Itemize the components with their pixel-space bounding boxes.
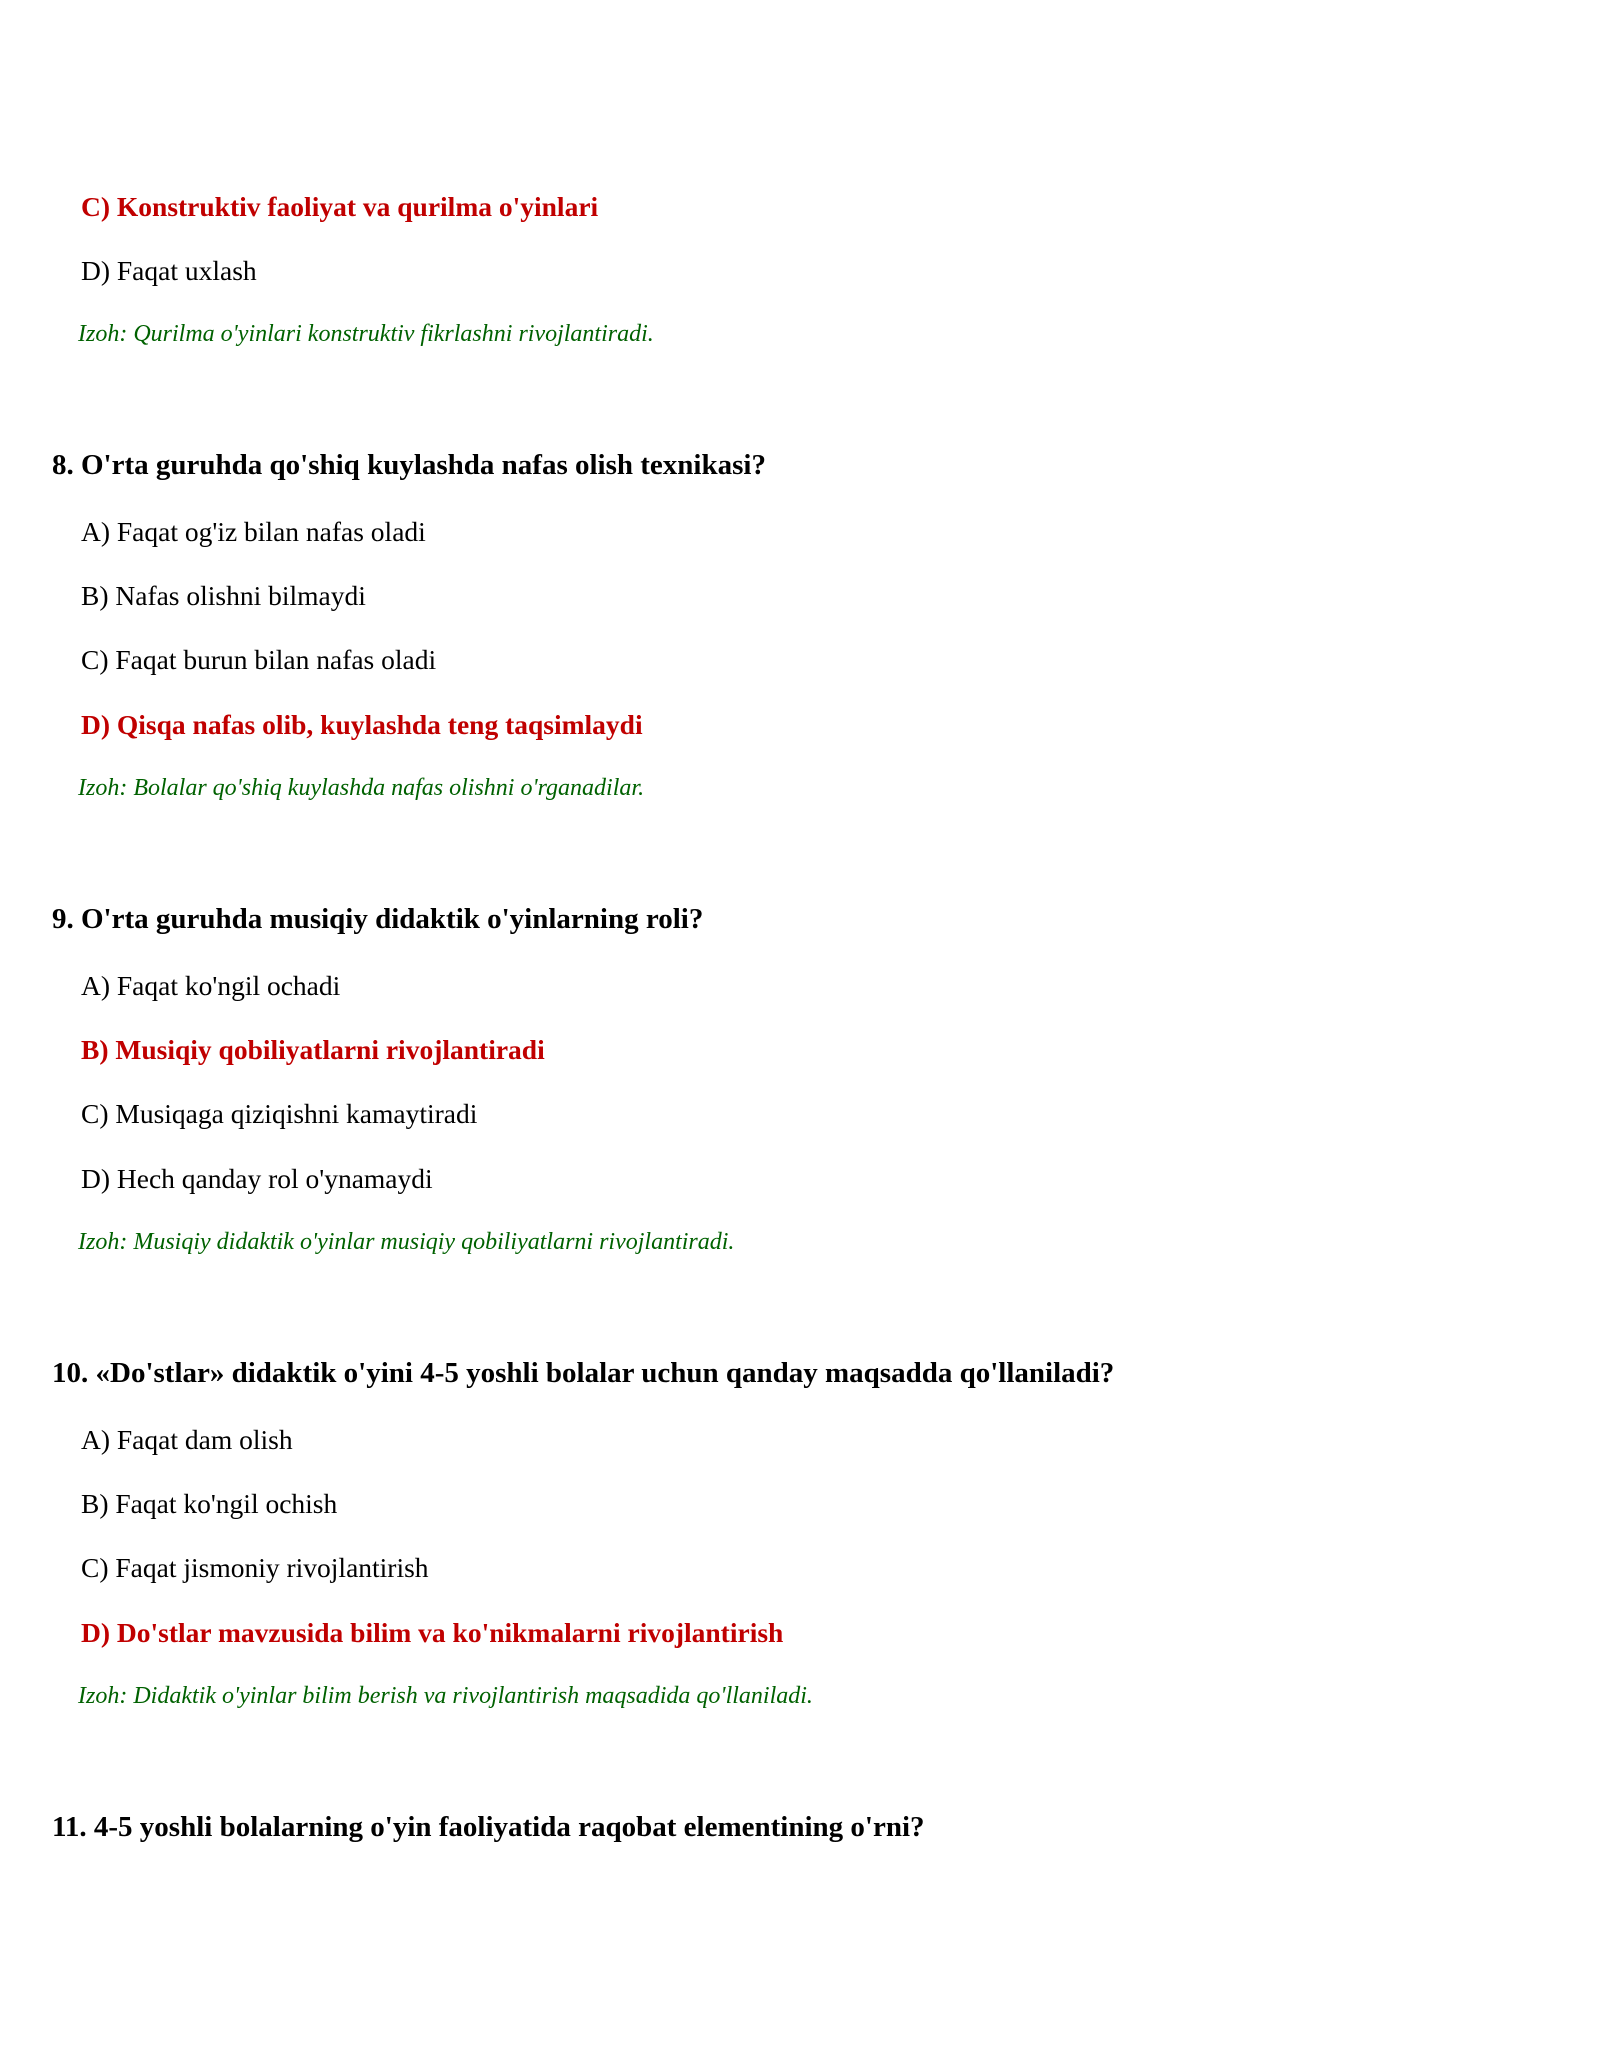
answer-option-correct: B) Musiqiy qobiliyatlarni rivojlantiradi [81, 1034, 545, 1065]
explanation-note: Izoh: Didaktik o'yinlar bilim berish va rivojlantirish maqsadida qo'llaniladi. [78, 1683, 813, 1709]
answer-option: D) Hech qanday rol o'ynamaydi [81, 1163, 433, 1194]
answer-option: A) Faqat og'iz bilan nafas oladi [81, 516, 426, 547]
answer-option: B) Faqat ko'ngil ochish [81, 1488, 338, 1519]
explanation-note: Izoh: Qurilma o'yinlari konstruktiv fikrlashni rivojlantiradi. [78, 321, 654, 347]
answer-option: B) Nafas olishni bilmaydi [81, 580, 366, 611]
question-title: 10. «Do'stlar» didaktik o'yini 4-5 yoshli bolalar uchun qanday maqsadda qo'llaniladi? [52, 1357, 1115, 1389]
answer-option: A) Faqat ko'ngil ochadi [81, 970, 341, 1001]
answer-option: D) Faqat uxlash [81, 255, 257, 286]
question-title: 8. O'rta guruhda qo'shiq kuylashda nafas olish texnikasi? [52, 449, 766, 481]
answer-option: C) Musiqaga qiziqishni kamaytiradi [81, 1098, 478, 1129]
question-title: 11. 4-5 yoshli bolalarning o'yin faoliyatida raqobat elementining o'rni? [52, 1811, 925, 1843]
answer-option: C) Faqat burun bilan nafas oladi [81, 644, 437, 675]
answer-option-correct: D) Do'stlar mavzusida bilim va ko'nikmalarni rivojlantirish [81, 1617, 784, 1648]
answer-option: C) Faqat jismoniy rivojlantirish [81, 1552, 429, 1583]
explanation-note: Izoh: Bolalar qo'shiq kuylashda nafas olishni o'rganadilar. [78, 775, 645, 801]
explanation-note: Izoh: Musiqiy didaktik o'yinlar musiqiy qobiliyatlarni rivojlantiradi. [78, 1229, 735, 1255]
answer-option-correct: C) Konstruktiv faoliyat va qurilma o'yinlari [81, 191, 599, 222]
question-title: 9. O'rta guruhda musiqiy didaktik o'yinlarning roli? [52, 903, 704, 935]
answer-option: A) Faqat dam olish [81, 1424, 293, 1455]
answer-option-correct: D) Qisqa nafas olib, kuylashda teng taqsimlaydi [81, 709, 643, 740]
